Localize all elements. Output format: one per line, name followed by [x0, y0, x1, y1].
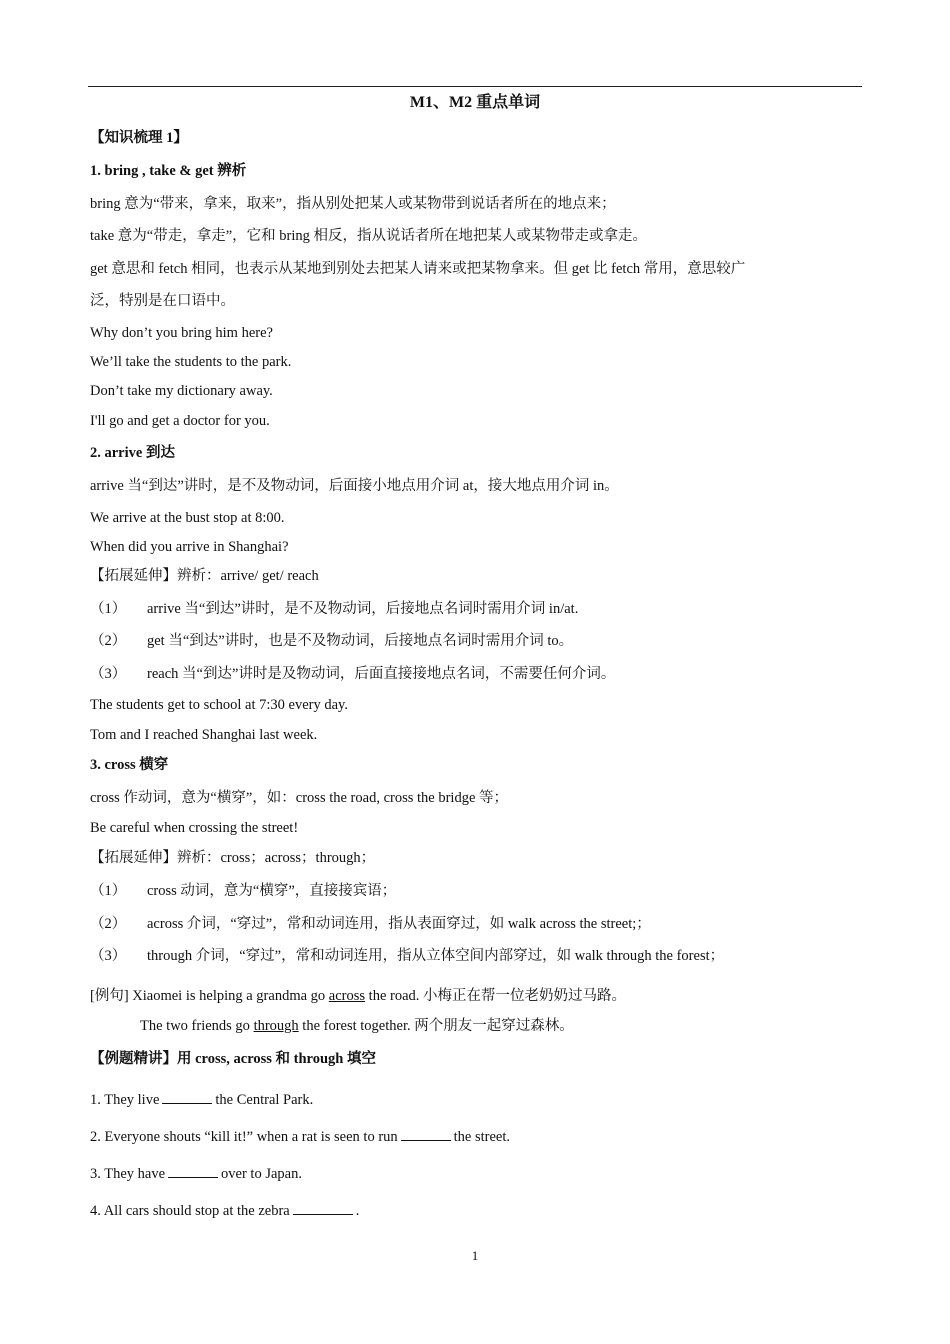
- list-text: get 当“到达”讲时，也是不及物动词，后接地点名词时需用介词 to。: [147, 633, 574, 649]
- example-sentence: We arrive at the bust stop at 8:00.: [90, 510, 285, 526]
- exercise-question: [90, 1089, 313, 1111]
- section-heading-knowledge: 【知识梳理 1】: [90, 130, 188, 146]
- paragraph-get-line2: 泛，特别是在口语中。: [90, 293, 235, 309]
- extension-heading-arrive: 【拓展延伸】辨析：arrive/ get/ reach: [90, 568, 319, 584]
- question-text: the street.: [453, 1129, 511, 1145]
- list-item: [90, 913, 651, 935]
- list-item: [90, 880, 396, 902]
- question-text: .: [355, 1203, 360, 1219]
- example-sentence: We’ll take the students to the park.: [90, 354, 292, 370]
- question-text: 4. All cars should stop at the zebra: [90, 1203, 290, 1219]
- example-sentence: The students get to school at 7:30 every day.: [90, 697, 348, 713]
- list-text: across 介词，“穿过”，常和动词连用，指从表面穿过，如 walk across the street;；: [147, 916, 651, 932]
- paragraph-bring: bring 意为“带来，拿来，取来”，指从别处把某人或某物带到说话者所在的地点来；: [90, 196, 616, 212]
- answer-blank[interactable]: [168, 1163, 218, 1178]
- subheading-cross: 3. cross 横穿: [90, 757, 169, 773]
- list-item: [90, 663, 615, 685]
- list-number: （2）: [90, 916, 127, 932]
- answer-blank[interactable]: [401, 1126, 451, 1141]
- extension-heading-cross: 【拓展延伸】辨析：cross；across；through；: [90, 850, 376, 866]
- subheading-bring-take-get: 1. bring , take & get 辨析: [90, 163, 247, 179]
- example-sentence: When did you arrive in Shanghai?: [90, 539, 289, 555]
- list-number: （2）: [90, 633, 127, 649]
- paragraph-cross: cross 作动词，意为“横穿”，如：cross the road, cross the bridge 等；: [90, 790, 509, 806]
- question-text: 2. Everyone shouts “kill it!” when a rat is seen to run: [90, 1129, 398, 1145]
- question-text: 3. They have: [90, 1166, 166, 1182]
- example-text: the road. 小梅正在帮一位老奶奶过马路。: [365, 988, 627, 1004]
- example-text: The two friends go: [140, 1018, 254, 1034]
- example-sentence: I'll go and get a doctor for you.: [90, 413, 270, 429]
- answer-blank[interactable]: [162, 1089, 212, 1104]
- question-text: over to Japan.: [221, 1166, 302, 1182]
- question-text: the Central Park.: [215, 1092, 314, 1108]
- example-sentence: Don’t take my dictionary away.: [90, 383, 273, 399]
- list-text: cross 动词，意为“横穿”，直接接宾语；: [147, 883, 397, 899]
- exercise-question: [90, 1163, 302, 1185]
- list-item: [90, 630, 573, 652]
- example-text: the forest together. 两个朋友一起穿过森林。: [298, 1018, 574, 1034]
- paragraph-take: take 意为“带走，拿走”，它和 bring 相反，指从说话者所在地把某人或某物带走或拿走。: [90, 228, 648, 244]
- list-text: arrive 当“到达”讲时，是不及物动词，后接地点名词时需用介词 in/at.: [147, 601, 579, 617]
- paragraph-arrive: arrive 当“到达”讲时，是不及物动词，后面接小地点用介词 at，接大地点用介词 in。: [90, 478, 619, 494]
- header-rule: [88, 86, 862, 87]
- list-number: （3）: [90, 666, 127, 682]
- paragraph-get-line1: get 意思和 fetch 相同，也表示从某地到别处去把某人请来或把某物拿来。但 get 比 fetch 常用，意思较广: [90, 261, 746, 277]
- list-number: （1）: [90, 601, 127, 617]
- exercise-question: [90, 1200, 359, 1222]
- list-item: [90, 598, 578, 620]
- underlined-word: through: [253, 1018, 299, 1034]
- exercise-heading: 【例题精讲】用 cross, across 和 through 填空: [90, 1051, 376, 1067]
- example-sentence-through: [90, 1015, 574, 1037]
- list-text: reach 当“到达”讲时是及物动词，后面直接接地点名词，不需要任何介词。: [147, 666, 616, 682]
- answer-blank[interactable]: [293, 1200, 353, 1215]
- subheading-arrive: 2. arrive 到达: [90, 445, 175, 461]
- example-text: [例句] Xiaomei is helping a grandma go: [90, 988, 329, 1004]
- page-title: M1、M2 重点单词: [409, 94, 541, 111]
- exercise-question: [90, 1126, 510, 1148]
- example-sentence: Why don’t you bring him here?: [90, 325, 273, 341]
- page-number: 1: [471, 1248, 479, 1263]
- example-sentence-across: [90, 985, 626, 1007]
- list-text: through 介词，“穿过”，常和动词连用，指从立体空间内部穿过，如 walk through the forest；: [147, 948, 725, 964]
- list-number: （1）: [90, 883, 127, 899]
- question-text: 1. They live: [90, 1092, 160, 1108]
- example-sentence: Tom and I reached Shanghai last week.: [90, 727, 318, 743]
- example-sentence: Be careful when crossing the street!: [90, 820, 299, 836]
- list-number: （3）: [90, 948, 127, 964]
- underlined-word: across: [328, 988, 366, 1004]
- list-item: [90, 945, 724, 967]
